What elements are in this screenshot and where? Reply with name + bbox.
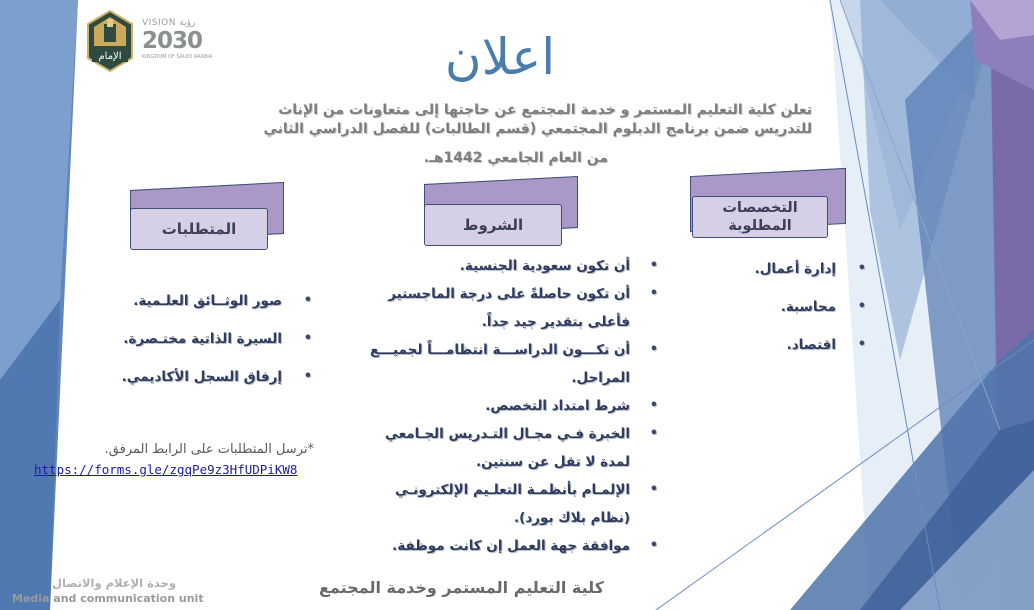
condition-line-2: (نظام بلاك بورد).	[514, 510, 630, 526]
specialization-text: اقتصاد.	[786, 337, 836, 353]
list-item	[96, 290, 316, 328]
bullet-icon: •	[857, 261, 866, 276]
bullet-icon: •	[649, 426, 658, 441]
vision-subtitle: KINGDOM OF SAUDI ARABIA	[142, 54, 213, 60]
bullet-icon: •	[649, 398, 658, 413]
conditions-header-label: الشروط	[462, 216, 524, 234]
requirements-list	[96, 290, 316, 404]
university-logo	[86, 10, 134, 72]
media-unit-arabic: وحدة الإعلام والاتصال	[52, 576, 176, 590]
media-unit-english: Media and communication unit	[12, 592, 204, 605]
condition-line-1: أن تكون سعودية الجنسية.	[459, 258, 630, 274]
requirements-header	[130, 208, 268, 250]
vision-label: VISION رؤية	[142, 18, 196, 28]
list-item	[700, 298, 866, 336]
university-logo-text: الإمام	[98, 51, 122, 62]
condition-line-1: أن تكـــون الدراســـة انتظامـــاً لجميـــع	[369, 342, 630, 358]
submission-note: *ترسل المتطلبات على الرابط المرفق.	[104, 442, 314, 457]
bullet-icon: •	[649, 342, 658, 357]
intro-text	[150, 101, 812, 139]
vision-number: 2030	[142, 28, 203, 54]
requirements-header-label: المتطلبات	[161, 220, 237, 238]
conditions-header	[424, 204, 562, 246]
bullet-icon: •	[303, 331, 312, 346]
condition-line-1: موافقة جهة العمل إن كانت موظفة.	[392, 538, 630, 554]
bullet-icon: •	[857, 299, 866, 314]
list-item	[348, 252, 662, 280]
college-name: كلية التعليم المستمر وخدمة المجتمع	[319, 578, 604, 597]
requirement-text: صور الوثــائق العلـمية.	[133, 293, 282, 309]
list-item	[348, 392, 662, 420]
specialization-text: محاسبة.	[780, 299, 836, 315]
page-title: اعلان	[444, 28, 556, 86]
intro-line-3: من العام الجامعي 1442هـ.	[423, 150, 608, 166]
list-item	[700, 260, 866, 298]
list-item	[348, 420, 662, 476]
condition-line-2: فأعلى بتقدير جيد جداً.	[481, 314, 630, 330]
bullet-icon: •	[303, 293, 312, 308]
list-item	[96, 328, 316, 366]
intro-line-1: تعلن كلية التعليم المستمر و خدمة المجتمع عن حاجتها إلى متعاونات من الإناث	[278, 102, 812, 118]
condition-line-2: المراحل.	[571, 370, 630, 386]
bullet-icon: •	[649, 258, 658, 273]
specializations-header	[692, 196, 828, 238]
specializations-list	[700, 260, 866, 374]
list-item	[348, 532, 662, 560]
list-item	[96, 366, 316, 404]
list-item	[348, 476, 662, 532]
condition-line-1: الخبرة فـي مجـال التـدريس الجـامعي	[385, 426, 630, 442]
bullet-icon: •	[857, 337, 866, 352]
specializations-header-label: التخصصات المطلوبة	[722, 200, 798, 234]
requirement-text: السيرة الذاتية مختـصرة.	[123, 331, 282, 347]
condition-line-1: الإلمـام بأنظمـة التعلـيم الإلكترونـي	[395, 482, 630, 498]
condition-line-1: شرط امتداد التخصص.	[485, 398, 630, 414]
conditions-list	[348, 252, 662, 560]
list-item	[700, 336, 866, 374]
bullet-icon: •	[303, 369, 312, 384]
vision-2030-logo	[142, 18, 212, 64]
requirement-text: إرفاق السجل الأكاديمي.	[121, 369, 282, 385]
condition-line-1: أن تكون حاصلةً على درجة الماجستير	[388, 286, 630, 302]
list-item	[348, 280, 662, 336]
submission-link[interactable]: https://forms.gle/zgqPe9z3HfUDPiKW8	[34, 462, 298, 477]
condition-line-2: لمدة لا تقل عن سنتين.	[475, 454, 630, 470]
bullet-icon: •	[649, 538, 658, 553]
bullet-icon: •	[649, 482, 658, 497]
intro-line-2: للتدريس ضمن برنامج الدبلوم المجتمعي (قسم الطالبات) للفصل الدراسي الثاني	[263, 121, 812, 137]
specialization-text: إدارة أعمال.	[754, 261, 836, 277]
list-item	[348, 336, 662, 392]
bullet-icon: •	[649, 286, 658, 301]
